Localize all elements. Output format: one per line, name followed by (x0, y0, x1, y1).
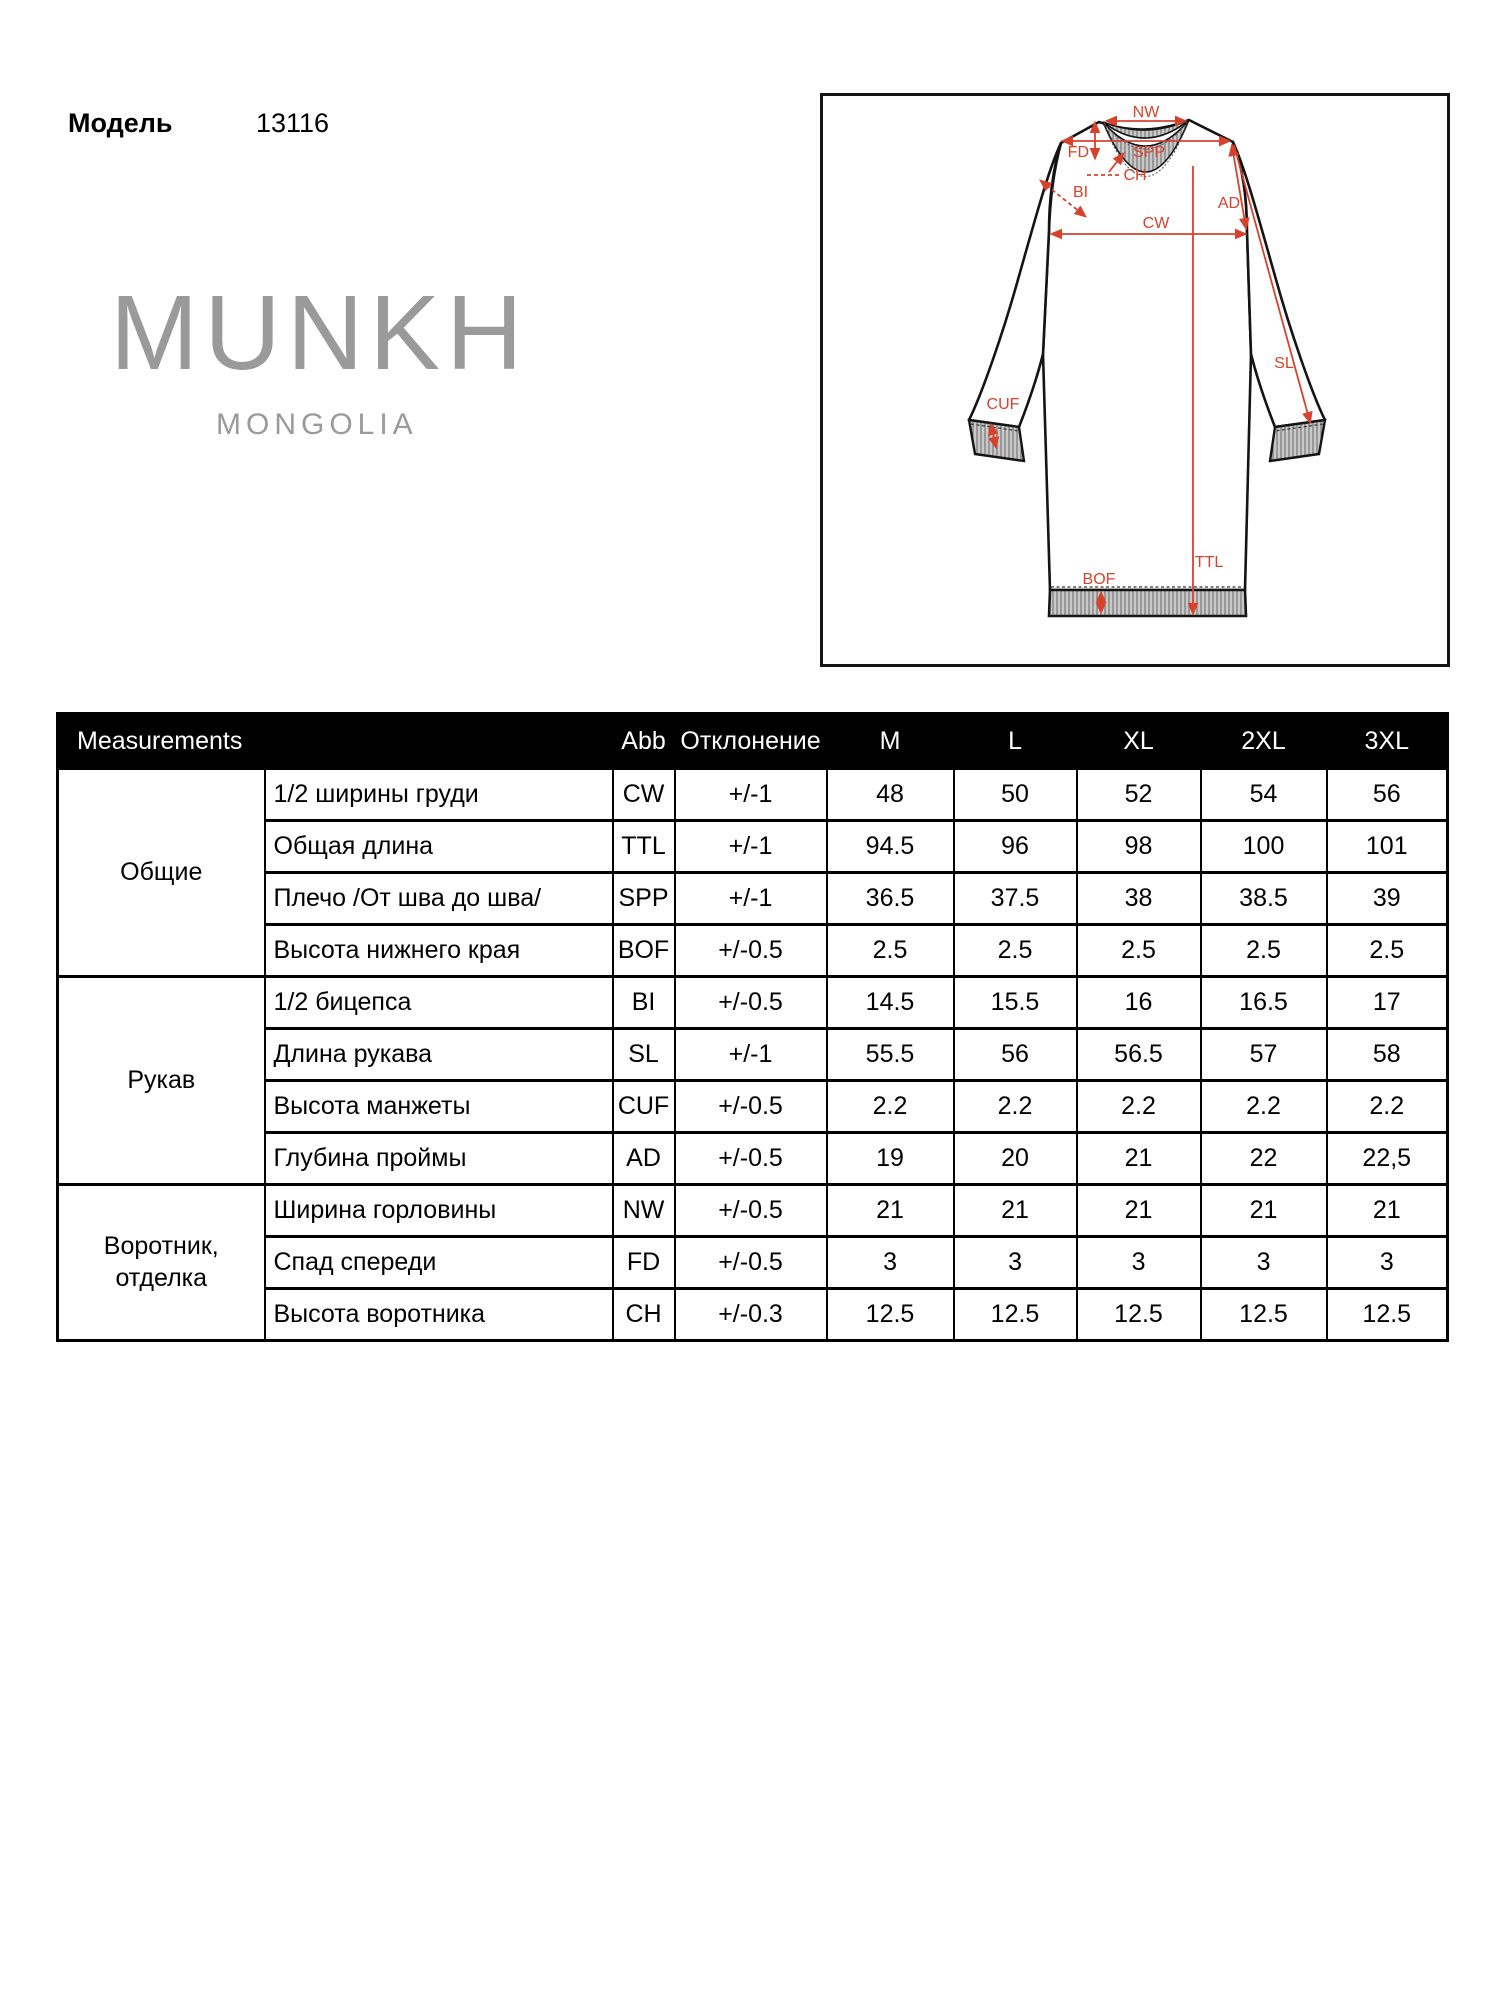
table-row (58, 977, 1448, 1029)
table-row (58, 925, 1448, 977)
deviation-cell: +/-0.5 (675, 925, 827, 977)
label-ttl: TTL (1194, 554, 1224, 571)
value-cell: 21 (1077, 1133, 1201, 1185)
deviation-cell: +/-0.5 (675, 977, 827, 1029)
group-general (58, 769, 1448, 977)
value-cell: 2.5 (1201, 925, 1327, 977)
group-name-cell: Воротник, отделка (58, 1185, 265, 1341)
value-cell: 22 (1201, 1133, 1327, 1185)
value-cell: 96 (954, 821, 1077, 873)
group-sleeve (58, 977, 1448, 1185)
deviation-cell: +/-1 (675, 769, 827, 821)
value-cell: 100 (1201, 821, 1327, 873)
value-cell: 50 (954, 769, 1077, 821)
value-cell: 12.5 (827, 1289, 954, 1341)
label-bof: BOF (1082, 571, 1116, 588)
value-cell: 2.2 (827, 1081, 954, 1133)
abb-cell: AD (613, 1133, 675, 1185)
deviation-cell: +/-0.5 (675, 1185, 827, 1237)
table-row (58, 1029, 1448, 1081)
label-spp: SPP (1132, 144, 1166, 161)
label-cuf: CUF (986, 396, 1020, 413)
deviation-cell: +/-1 (675, 873, 827, 925)
table-header-row (58, 714, 1448, 769)
abb-cell: FD (613, 1237, 675, 1289)
row-label-cell: Плечо /От шва до шва/ (265, 873, 613, 925)
value-cell: 21 (1201, 1185, 1327, 1237)
row-label-cell: Общая длина (265, 821, 613, 873)
value-cell: 56.5 (1077, 1029, 1201, 1081)
table-row (58, 1185, 1448, 1237)
value-cell: 2.2 (1327, 1081, 1448, 1133)
abb-cell: BOF (613, 925, 675, 977)
abb-cell: SPP (613, 873, 675, 925)
header-abb: Abb (613, 714, 675, 769)
right-cuff-ribbing (1270, 420, 1325, 461)
deviation-cell: +/-0.5 (675, 1081, 827, 1133)
value-cell: 21 (827, 1185, 954, 1237)
value-cell: 16 (1077, 977, 1201, 1029)
row-label-cell: Высота манжеты (265, 1081, 613, 1133)
group-name-cell: Общие (58, 769, 265, 977)
deviation-cell: +/-1 (675, 1029, 827, 1081)
value-cell: 3 (827, 1237, 954, 1289)
deviation-cell: +/-0.3 (675, 1289, 827, 1341)
row-label-cell: Длина рукава (265, 1029, 613, 1081)
abb-cell: CUF (613, 1081, 675, 1133)
value-cell: 94.5 (827, 821, 954, 873)
deviation-cell: +/-1 (675, 821, 827, 873)
label-fd: FD (1067, 144, 1089, 161)
header-size-3xl: 3XL (1327, 714, 1448, 769)
value-cell: 57 (1201, 1029, 1327, 1081)
model-number: 13116 (256, 108, 330, 138)
table-row (58, 1289, 1448, 1341)
deviation-cell: +/-0.5 (675, 1133, 827, 1185)
model-label: Модель (68, 108, 173, 138)
value-cell: 38 (1077, 873, 1201, 925)
value-cell: 12.5 (1077, 1289, 1201, 1341)
abb-cell: CH (613, 1289, 675, 1341)
abb-cell: NW (613, 1185, 675, 1237)
value-cell: 2.5 (1327, 925, 1448, 977)
abb-cell: SL (613, 1029, 675, 1081)
table-row (58, 1237, 1448, 1289)
value-cell: 2.5 (954, 925, 1077, 977)
table-row (58, 821, 1448, 873)
table-row (58, 1081, 1448, 1133)
group-collar (58, 1185, 1448, 1341)
left-cuff-ribbing (969, 420, 1024, 461)
value-cell: 2.5 (1077, 925, 1201, 977)
brand-subtitle: MONGOLIA (216, 408, 418, 441)
value-cell: 17 (1327, 977, 1448, 1029)
value-cell: 20 (954, 1133, 1077, 1185)
header-size-l: L (954, 714, 1077, 769)
value-cell: 58 (1327, 1029, 1448, 1081)
value-cell: 12.5 (1327, 1289, 1448, 1341)
value-cell: 98 (1077, 821, 1201, 873)
value-cell: 21 (954, 1185, 1077, 1237)
header-size-m: M (827, 714, 954, 769)
measurements-table (56, 712, 1449, 1342)
value-cell: 3 (1201, 1237, 1327, 1289)
deviation-cell: +/-0.5 (675, 1237, 827, 1289)
value-cell: 21 (1327, 1185, 1448, 1237)
header-deviation: Отклонение (675, 714, 827, 769)
row-label-cell: 1/2 бицепса (265, 977, 613, 1029)
label-sl: SL (1274, 355, 1294, 372)
value-cell: 14.5 (827, 977, 954, 1029)
brand-name: MUNKH (110, 274, 529, 392)
value-cell: 48 (827, 769, 954, 821)
header-measurements: Measurements (58, 714, 613, 769)
abb-cell: BI (613, 977, 675, 1029)
value-cell: 52 (1077, 769, 1201, 821)
value-cell: 19 (827, 1133, 954, 1185)
value-cell: 37.5 (954, 873, 1077, 925)
value-cell: 101 (1327, 821, 1448, 873)
value-cell: 12.5 (954, 1289, 1077, 1341)
label-cw: CW (1142, 215, 1170, 232)
hem-ribbing (1049, 590, 1246, 616)
value-cell: 22,5 (1327, 1133, 1448, 1185)
value-cell: 56 (954, 1029, 1077, 1081)
value-cell: 2.2 (954, 1081, 1077, 1133)
value-cell: 55.5 (827, 1029, 954, 1081)
abb-cell: TTL (613, 821, 675, 873)
table-row (58, 873, 1448, 925)
value-cell: 54 (1201, 769, 1327, 821)
row-label-cell: Спад спереди (265, 1237, 613, 1289)
value-cell: 12.5 (1201, 1289, 1327, 1341)
row-label-cell: Высота воротника (265, 1289, 613, 1341)
value-cell: 2.2 (1077, 1081, 1201, 1133)
value-cell: 2.5 (827, 925, 954, 977)
row-label-cell: 1/2 ширины груди (265, 769, 613, 821)
row-label-cell: Ширина горловины (265, 1185, 613, 1237)
row-label-cell: Глубина проймы (265, 1133, 613, 1185)
header-size-xl: XL (1077, 714, 1201, 769)
value-cell: 3 (954, 1237, 1077, 1289)
row-label-cell: Высота нижнего края (265, 925, 613, 977)
value-cell: 3 (1077, 1237, 1201, 1289)
value-cell: 2.2 (1201, 1081, 1327, 1133)
label-ch: CH (1123, 167, 1147, 184)
value-cell: 38.5 (1201, 873, 1327, 925)
value-cell: 39 (1327, 873, 1448, 925)
value-cell: 36.5 (827, 873, 954, 925)
value-cell: 15.5 (954, 977, 1077, 1029)
garment-diagram (820, 93, 1450, 667)
value-cell: 56 (1327, 769, 1448, 821)
header-size-2xl: 2XL (1201, 714, 1327, 769)
value-cell: 16.5 (1201, 977, 1327, 1029)
label-bi: BI (1073, 184, 1089, 201)
garment-drawing (823, 96, 1447, 664)
value-cell: 3 (1327, 1237, 1448, 1289)
table-row (58, 769, 1448, 821)
value-cell: 21 (1077, 1185, 1201, 1237)
table-row (58, 1133, 1448, 1185)
label-ad: AD (1217, 195, 1241, 212)
group-name-cell: Рукав (58, 977, 265, 1185)
label-nw: NW (1132, 104, 1160, 121)
abb-cell: CW (613, 769, 675, 821)
